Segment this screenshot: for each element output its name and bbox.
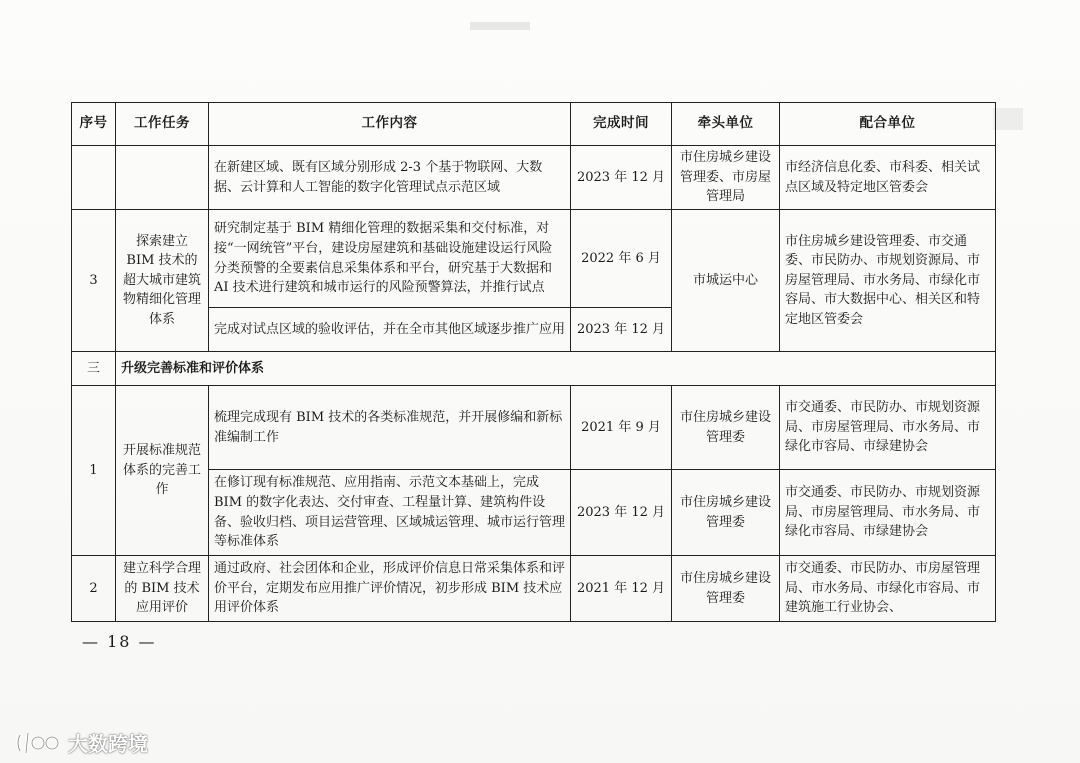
scan-artifact — [470, 22, 530, 30]
watermark-logo-icon — [14, 729, 62, 757]
lead-cell: 市城运中心 — [672, 210, 780, 352]
lead-cell: 市住房城乡建设管理委 — [672, 386, 780, 470]
table-row — [72, 470, 996, 556]
partner-cell: 市交通委、市民防办、市规划资源局、市房屋管理局、市水务局、市绿化市容局、市绿建协会 — [780, 470, 996, 556]
time-cell: 2021 年 12 月 — [571, 556, 672, 622]
header-no: 序号 — [72, 103, 116, 146]
page-number: — 18 — — [82, 632, 157, 651]
work-plan-table — [71, 102, 996, 622]
content-cell: 在新建区域、既有区域分别形成 2-3 个基于物联网、大数据、云计算和人工智能的数字化管理试点示范区域 — [209, 146, 571, 210]
task-cell — [116, 146, 209, 210]
partner-cell: 市交通委、市民防办、市房屋管理局、市水务局、市绿化市容局、市建筑施工行业协会、 — [780, 556, 996, 622]
section-no: 三 — [72, 352, 116, 386]
time-cell: 2022 年 6 月 — [571, 210, 672, 308]
lead-cell: 市住房城乡建设管理委、市房屋管理局 — [672, 146, 780, 210]
content-cell: 研究制定基于 BIM 精细化管理的数据采集和交付标准，对接“一网统管”平台，建设房屋建筑和基础设施建设运行风险分类预警的全要素信息采集体系和平台，研究基于大数据和 AI 技术进行建筑和城市运行的风险预警算法，并推行试点 — [209, 210, 571, 308]
header-content: 工作内容 — [209, 103, 571, 146]
task-cell: 建立科学合理的 BIM 技术应用评价 — [116, 556, 209, 622]
table-row — [72, 386, 996, 470]
watermark — [14, 728, 148, 757]
lead-cell: 市住房城乡建设管理委 — [672, 470, 780, 556]
partner-cell: 市经济信息化委、市科委、相关试点区域及特定地区管委会 — [780, 146, 996, 210]
content-cell: 梳理完成现有 BIM 技术的各类标准规范，并开展修编和新标准编制工作 — [209, 386, 571, 470]
content-cell: 完成对试点区域的验收评估，并在全市其他区域逐步推广应用 — [209, 308, 571, 352]
section-row — [72, 352, 996, 386]
content-cell: 在修订现有标准规范、应用指南、示范文本基础上，完成 BIM 的数字化表达、交付审查、工程量计算、建筑构件设备、验收归档、项目运营管理、区域城运管理、城市运行管理等标准体系 — [209, 470, 571, 556]
time-cell: 2023 年 12 月 — [571, 470, 672, 556]
no-cell: 3 — [72, 210, 116, 352]
task-cell: 探索建立 BIM 技术的超大城市建筑物精细化管理体系 — [116, 210, 209, 352]
table-row — [72, 146, 996, 210]
scan-bleed — [993, 108, 1023, 130]
time-cell: 2023 年 12 月 — [571, 308, 672, 352]
table-header-row — [72, 103, 996, 146]
time-cell: 2021 年 9 月 — [571, 386, 672, 470]
no-cell — [72, 146, 116, 210]
header-task: 工作任务 — [116, 103, 209, 146]
header-partner: 配合单位 — [780, 103, 996, 146]
partner-cell: 市住房城乡建设管理委、市交通委、市民防办、市规划资源局、市房屋管理局、市水务局、市绿化市容局、市大数据中心、相关区和特定地区管委会 — [780, 210, 996, 352]
table-row — [72, 210, 996, 308]
header-time: 完成时间 — [571, 103, 672, 146]
table-row — [72, 556, 996, 622]
content-cell: 通过政府、社会团体和企业，形成评价信息日常采集体系和评价平台，定期发布应用推广评价情况，初步形成 BIM 技术应用评价体系 — [209, 556, 571, 622]
no-cell: 2 — [72, 556, 116, 622]
no-cell: 1 — [72, 386, 116, 556]
partner-cell: 市交通委、市民防办、市规划资源局、市房屋管理局、市水务局、市绿化市容局、市绿建协会 — [780, 386, 996, 470]
task-cell: 开展标准规范体系的完善工作 — [116, 386, 209, 556]
section-title: 升级完善标准和评价体系 — [116, 352, 996, 386]
lead-cell: 市住房城乡建设管理委 — [672, 556, 780, 622]
watermark-text: 大数跨境 — [68, 732, 148, 756]
header-lead: 牵头单位 — [672, 103, 780, 146]
time-cell: 2023 年 12 月 — [571, 146, 672, 210]
